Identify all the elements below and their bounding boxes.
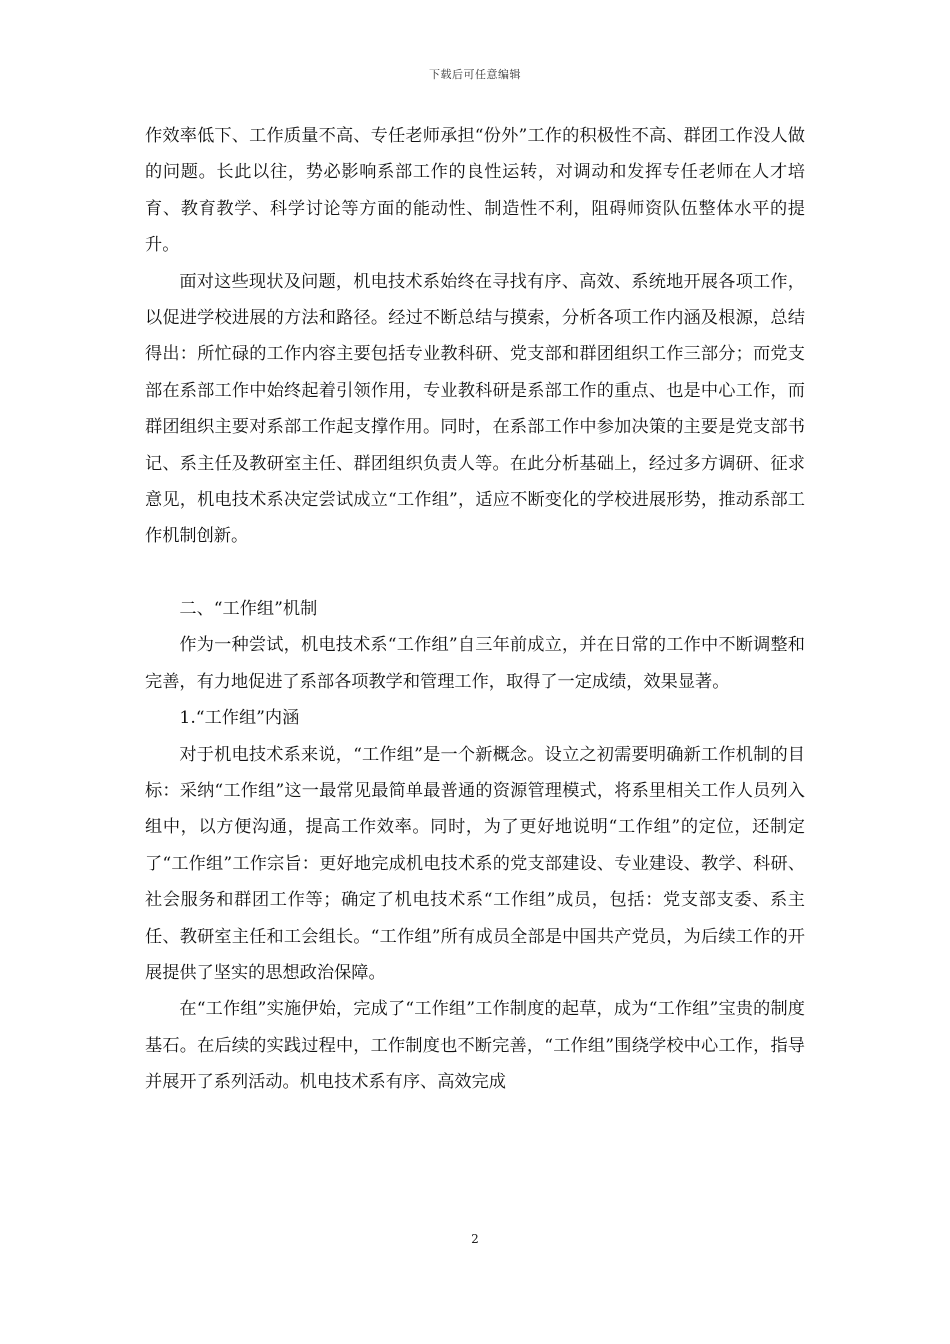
section-spacer xyxy=(145,555,805,591)
paragraph-analysis: 面对这些现状及问题，机电技术系始终在寻找有序、高效、系统地开展各项工作，以促进学校进展的方法和路径。经过不断总结与摸索，分析各项工作内涵及根源，总结得出：所忙碌的工作内容主要包括专业教科研、党支部和群团组织工作三部分；而党支部在系部工作中始终起着引领作用，专业教科研是系部工作的重点、也是中心工作，而群团组织主要对系部工作起支撑作用。同时，在系部工作中参加决策的主要是党支部书记、系主任及教研室主任、群团组织负责人等。在此分析基础上，经过多方调研、征求意见，机电技术系决定尝试成立“工作组”，适应不断变化的学校进展形势，推动系部工作机制创新。 xyxy=(145,271,805,547)
subsection-heading-connotation: 1.“工作组”内涵 xyxy=(179,708,300,729)
paragraph-connotation: 对于机电技术系来说，“工作组”是一个新概念。设立之初需要明确新工作机制的目标：采纳“工作组”这一最常见最简单最普通的资源管理模式，将系里相关工作人员列入组中，以方便沟通，提高工作效率。同时，为了更好地说明“工作组”的定位，还制定了“工作组”工作宗旨：更好地完成机电技术系的党支部建设、专业建设、教学、科研、社会服务和群团工作等；确定了机电技术系“工作组”成员，包括：党支部支委、系主任、教研室主任和工会组长。“工作组”所有成员全部是中国共产党员，为后续工作的开展提供了坚实的思想政治保障。 xyxy=(145,744,805,983)
header-note: 下载后可任意编辑 xyxy=(429,68,521,81)
document-body xyxy=(145,118,805,1101)
paragraph-intro: 作为一种尝试，机电技术系“工作组”自三年前成立，并在日常的工作中不断调整和完善，有力地促进了系部各项教学和管理工作，取得了一定成绩，效果显著。 xyxy=(145,635,805,692)
page-number: 2 xyxy=(471,1232,479,1246)
paragraph-continued: 作效率低下、工作质量不高、专任老师承担“份外”工作的积极性不高、群团工作没人做的问题。长此以往，势必影响系部工作的良性运转，对调动和发挥专任老师在人才培育、教育教学、科学讨论等方面的能动性、制造性不利，阻碍师资队伍整体水平的提升。 xyxy=(145,126,805,256)
paragraph-implementation: 在“工作组”实施伊始，完成了“工作组”工作制度的起草，成为“工作组”宝贵的制度基石。在后续的实践过程中，工作制度也不断完善，“工作组”围绕学校中心工作，指导并展开了系列活动。机电技术系有序、高效完成 xyxy=(145,999,805,1093)
section-heading-mechanism: 二、“工作组”机制 xyxy=(179,598,318,619)
